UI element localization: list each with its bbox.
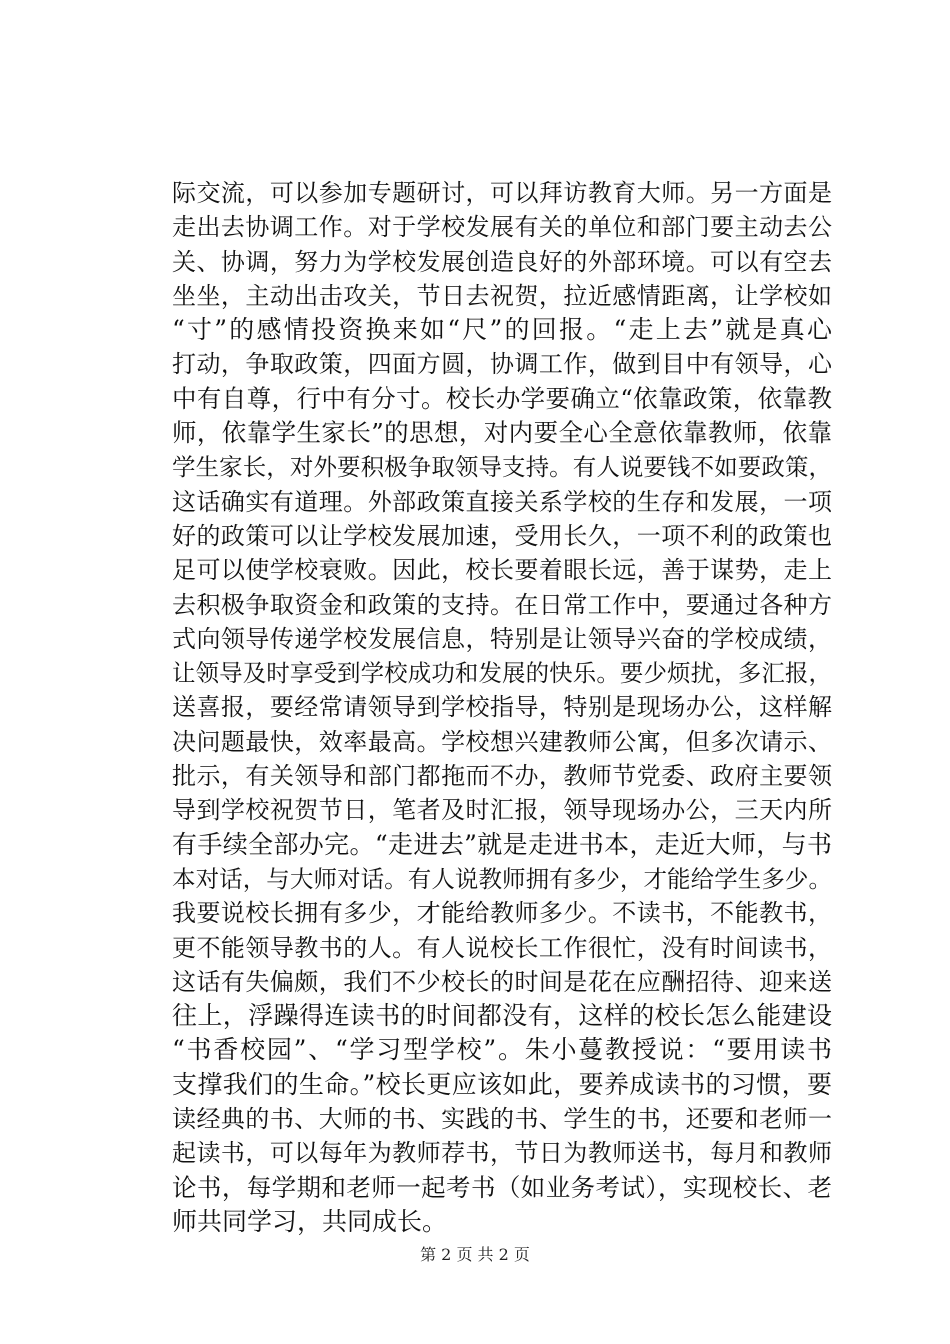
text-line: 去积极争取资金和政策的支持。在日常工作中，要通过各种方 [172,590,832,619]
text-line: 好的政策可以让学校发展加速，受用长久，一项不利的政策也 [172,521,832,550]
text-line: 让领导及时享受到学校成功和发展的快乐。要少烦扰，多汇报， [172,659,832,688]
page-footer: 第 2 页 共 2 页 [420,1245,530,1264]
text-line: 我要说校长拥有多少，才能给教师多少。不读书，不能教书， [172,899,832,928]
text-line: 中有自尊，行中有分寸。校长办学要确立“依靠政策，依靠教 [172,383,832,413]
text-line: 往上，浮躁得连读书的时间都没有，这样的校长怎么能建设 [172,1001,832,1031]
text-line: 更不能领导教书的人。有人说校长工作很忙，没有时间读书， [172,933,832,962]
text-line: 打动，争取政策，四面方圆，协调工作，做到目中有领导，心 [172,350,832,379]
text-line: 式向领导传递学校发展信息，特别是让领导兴奋的学校成绩， [172,624,832,653]
text-line: 际交流，可以参加专题研讨，可以拜访教育大师。另一方面是 [172,179,832,207]
text-line: 读经典的书、大师的书、实践的书、学生的书，还要和老师一 [172,1105,832,1134]
text-line: “书香校园”、“学习型学校”。朱小蔓教授说：“要用读书 [172,1035,832,1065]
text-line: 关、协调，努力为学校发展创造良好的外部环境。可以有空去 [172,247,832,276]
text-line: 师，依靠学生家长”的思想，对内要全心全意依靠教师，依靠 [172,418,832,448]
text-line: 送喜报，要经常请领导到学校指导，特别是现场办公，这样解 [172,693,832,722]
text-line: “寸”的感情投资换来如“尺”的回报。“走上去”就是真心 [172,315,832,345]
text-line: 决问题最快，效率最高。学校想兴建教师公寓，但多次请示、 [172,727,832,756]
text-line: 这话有失偏颇，我们不少校长的时间是花在应酬招待、迎来送 [172,967,832,996]
body-paragraph [172,176,832,1239]
text-line: 师共同学习，共同成长。 [172,1206,448,1236]
text-line: 支撑我们的生命。”校长更应该如此，要养成读书的习惯，要 [172,1069,832,1099]
text-line: 坐坐，主动出击攻关，节日去祝贺，拉近感情距离，让学校如 [172,281,832,310]
text-line: 批示，有关领导和部门都拖而不办，教师节党委、政府主要领 [172,762,832,791]
text-line: 这话确实有道理。外部政策直接关系学校的生存和发展，一项 [172,487,832,516]
text-line: 有手续全部办完。“走进去”就是走进书本，走近大师，与书 [172,829,832,859]
text-line: 学生家长，对外要积极争取领导支持。有人说要钱不如要政策， [172,453,832,482]
text-line: 论书，每学期和老师一起考书（如业务考试），实现校长、老 [172,1172,832,1202]
text-line: 导到学校祝贺节日，笔者及时汇报，领导现场办公，三天内所 [172,796,832,825]
text-line: 起读书，可以每年为教师荐书，节日为教师送书，每月和教师 [172,1139,832,1168]
text-line: 足可以使学校衰败。因此，校长要着眼长远，善于谋势，走上 [172,556,832,585]
text-line: 本对话，与大师对话。有人说教师拥有多少，才能给学生多少。 [172,864,832,893]
text-line: 走出去协调工作。对于学校发展有关的单位和部门要主动去公 [172,213,832,242]
